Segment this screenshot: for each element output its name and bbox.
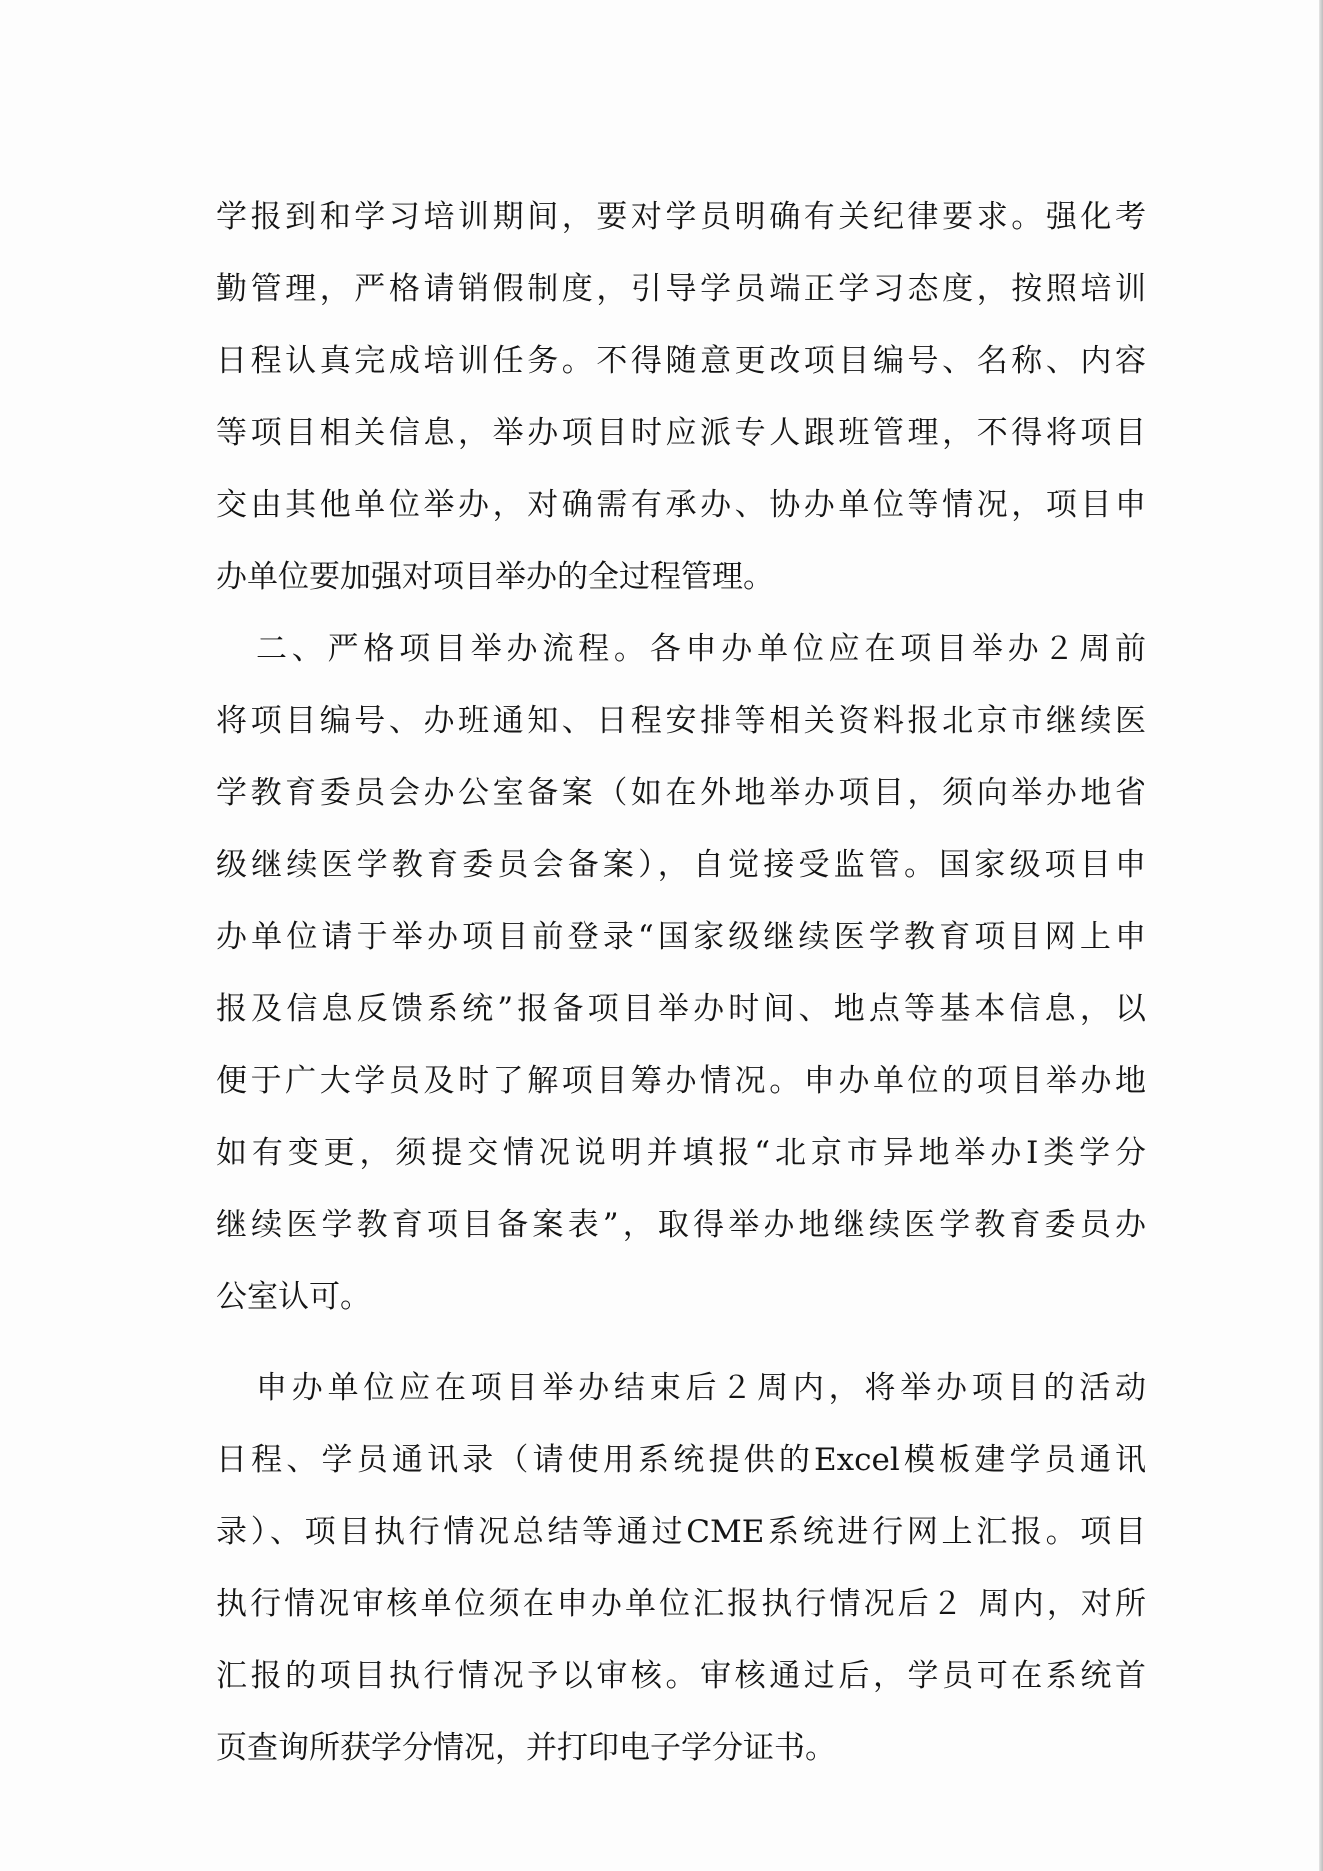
text-line: 继续医学教育项目备案表”，取得举办地继续医学教育委员办 [216, 1208, 1146, 1243]
document-body [216, 200, 1146, 1803]
text-line: 报及信息反馈系统”报备项目举办时间、地点等基本信息，以 [216, 992, 1146, 1027]
text-line: 办单位请于举办项目前登录“国家级继续医学教育项目网上申 [216, 920, 1146, 955]
text-line: 日程认真完成培训任务。不得随意更改项目编号、名称、内容 [216, 344, 1146, 379]
text-line: 日程、学员通讯录（请使用系统提供的Excel模板建学员通讯 [216, 1443, 1146, 1478]
text-line: 勤管理，严格请销假制度，引导学员端正学习态度，按照培训 [216, 272, 1146, 307]
text-line: 办单位要加强对项目举办的全过程管理。 [216, 560, 774, 595]
text-line: 级继续医学教育委员会备案），自觉接受监管。国家级项目申 [216, 848, 1146, 883]
paragraph-2 [216, 632, 1146, 1315]
text-line: 汇报的项目执行情况予以审核。审核通过后，学员可在系统首 [216, 1659, 1146, 1694]
text-line: 学报到和学习培训期间，要对学员明确有关纪律要求。强化考 [216, 200, 1146, 235]
text-line: 执行情况审核单位须在申办单位汇报执行情况后２ 周内，对所 [216, 1587, 1146, 1622]
paragraph-1 [216, 200, 1146, 595]
text-line: 等项目相关信息，举办项目时应派专人跟班管理，不得将项目 [216, 416, 1146, 451]
text-line: 页查询所获学分情况，并打印电子学分证书。 [216, 1731, 836, 1766]
text-line: 公室认可。 [216, 1280, 371, 1315]
paragraph-gap [216, 1352, 1146, 1371]
text-line: 二、严格项目举办流程。各申办单位应在项目举办２周前 [256, 632, 1146, 667]
text-line: 申办单位应在项目举办结束后２周内，将举办项目的活动 [256, 1371, 1146, 1406]
text-line: 交由其他单位举办，对确需有承办、协办单位等情况，项目申 [216, 488, 1146, 523]
text-line: 便于广大学员及时了解项目筹办情况。申办单位的项目举办地 [216, 1064, 1146, 1099]
text-line: 学教育委员会办公室备案（如在外地举办项目，须向举办地省 [216, 776, 1146, 811]
text-line: 录）、项目执行情况总结等通过CME系统进行网上汇报。项目 [216, 1515, 1146, 1550]
text-line: 将项目编号、办班通知、日程安排等相关资料报北京市继续医 [216, 704, 1146, 739]
paragraph-3 [216, 1371, 1146, 1766]
text-line: 如有变更，须提交情况说明并填报“北京市异地举办Ⅰ类学分 [216, 1136, 1146, 1171]
page-edge-shadow [1319, 0, 1323, 1871]
